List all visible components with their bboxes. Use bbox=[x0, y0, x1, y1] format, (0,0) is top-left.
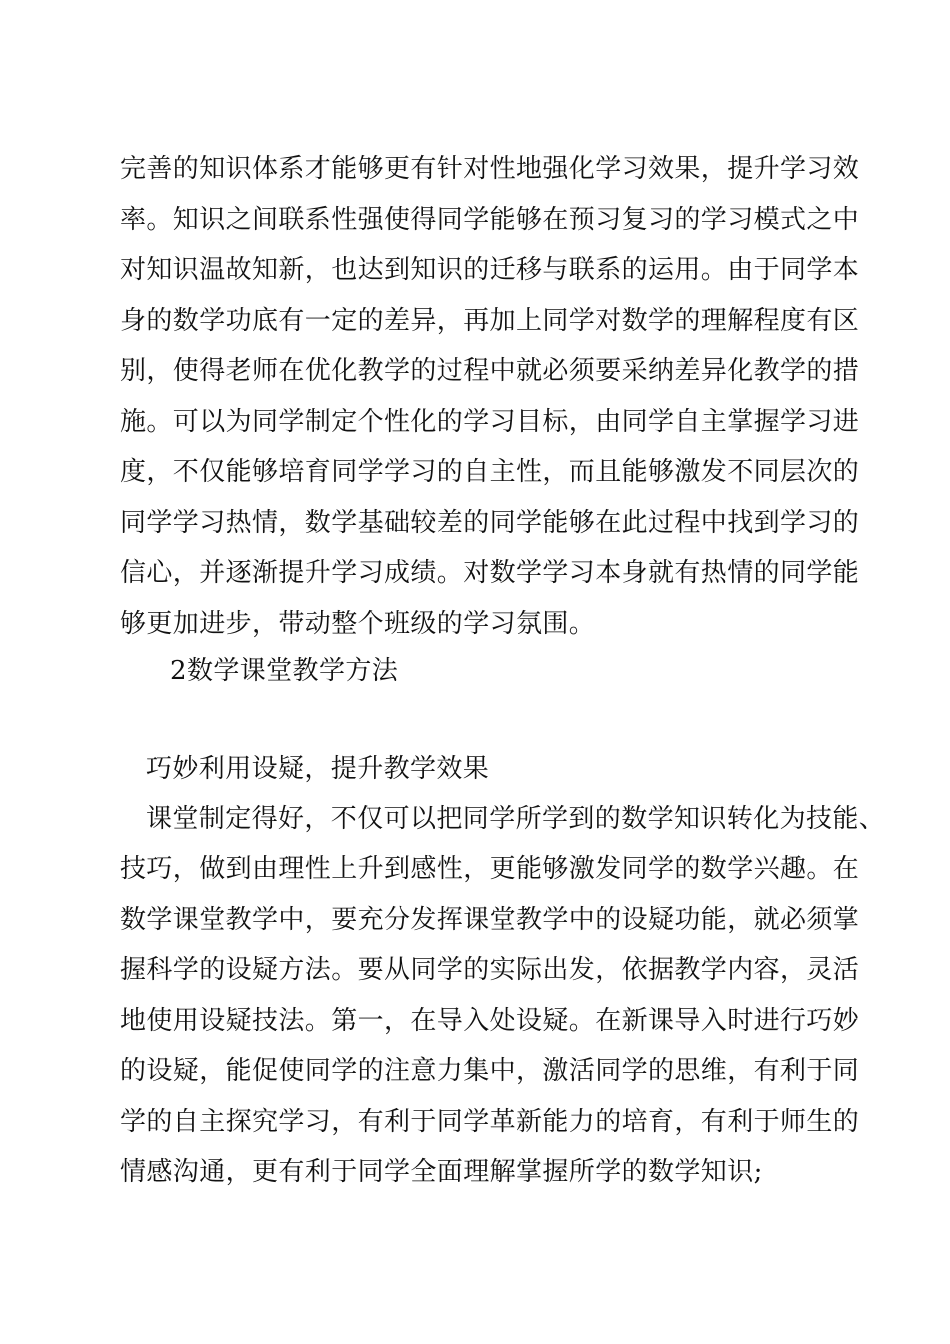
paragraph-line: 别，使得老师在优化教学的过程中就必须要采纳差异化教学的措 bbox=[120, 356, 860, 386]
paragraph-line: 技巧，做到由理性上升到感性，更能够激发同学的数学兴趣。在 bbox=[120, 854, 860, 884]
paragraph-line: 够更加进步，带动整个班级的学习氛围。 bbox=[120, 609, 596, 639]
paragraph-line: 地使用设疑技法。第一，在导入处设疑。在新课导入时进行巧妙 bbox=[120, 1006, 860, 1036]
paragraph-line: 握科学的设疑方法。要从同学的实际出发，依据教学内容，灵活 bbox=[120, 955, 860, 985]
paragraph-line: 率。知识之间联系性强使得同学能够在预习复习的学习模式之中 bbox=[120, 205, 860, 235]
paragraph-line: 学的自主探究学习，有利于同学革新能力的培育，有利于师生的 bbox=[120, 1107, 860, 1137]
paragraph-line: 信心，并逐渐提升学习成绩。对数学学习本身就有热情的同学能 bbox=[120, 558, 860, 588]
paragraph-line: 同学学习热情，数学基础较差的同学能够在此过程中找到学习的 bbox=[120, 508, 860, 538]
paragraph-line: 数学课堂教学中，要充分发挥课堂教学中的设疑功能，就必须掌 bbox=[120, 905, 860, 935]
paragraph-line: 完善的知识体系才能够更有针对性地强化学习效果，提升学习效 bbox=[120, 154, 860, 184]
paragraph-line: 情感沟通，更有利于同学全面理解掌握所学的数学知识; bbox=[120, 1157, 763, 1187]
section-heading: 2数学课堂教学方法 bbox=[170, 656, 399, 686]
paragraph-line: 身的数学功底有一定的差异，再加上同学对数学的理解程度有区 bbox=[120, 306, 860, 336]
paragraph-line: 的设疑，能促使同学的注意力集中，激活同学的思维，有利于同 bbox=[120, 1056, 860, 1086]
paragraph-line: 课堂制定得好，不仅可以把同学所学到的数学知识转化为技能、 bbox=[146, 804, 886, 834]
paragraph-line: 对知识温故知新，也达到知识的迁移与联系的运用。由于同学本 bbox=[120, 255, 860, 285]
paragraph-line: 度，不仅能够培育同学学习的自主性，而且能够激发不同层次的 bbox=[120, 457, 860, 487]
subheading: 巧妙利用设疑，提升教学效果 bbox=[146, 754, 490, 784]
paragraph-line: 施。可以为同学制定个性化的学习目标，由同学自主掌握学习进 bbox=[120, 407, 860, 437]
